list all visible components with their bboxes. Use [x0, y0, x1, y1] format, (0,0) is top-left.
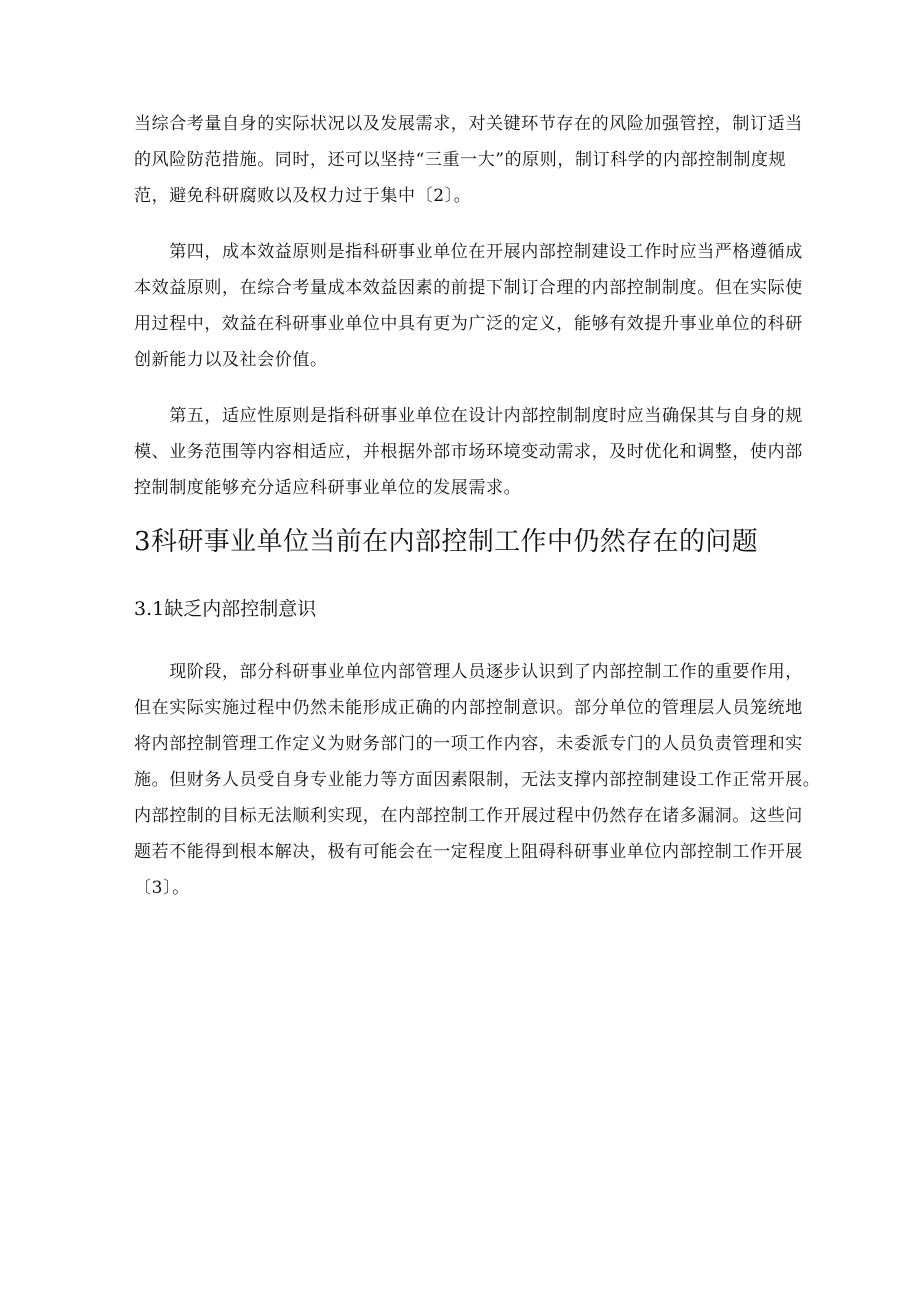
paragraph-adaptability — [134, 398, 803, 506]
paragraph-cost-benefit — [134, 234, 803, 378]
text-line: 题若不能得到根本解决，极有可能会在一定程度上阻碍科研事业单位内部控制工作开展 — [134, 842, 803, 862]
text-line: 本效益原则，在综合考量成本效益因素的前提下制订合理的内部控制制度。但在实际使 — [134, 278, 803, 298]
text-line: 将内部控制管理工作定义为财务部门的一项工作内容，未委派专门的人员负责管理和实 — [134, 734, 803, 754]
text-line: 模、业务范围等内容相适应，并根据外部市场环境变动需求，及时优化和调整，使内部 — [134, 442, 803, 462]
section-heading: 3科研事业单位当前在内部控制工作中仍然存在的问题 — [134, 527, 759, 557]
text-line: 第四，成本效益原则是指科研事业单位在开展内部控制建设工作时应当严格遵循成 — [134, 242, 803, 262]
paragraph-risk-control — [134, 106, 803, 214]
text-line: 现阶段，部分科研事业单位内部管理人员逐步认识到了内部控制工作的重要作用， — [134, 662, 803, 682]
text-line: 内部控制的目标无法顺利实现，在内部控制工作开展过程中仍然存在诸多漏洞。这些问 — [134, 806, 803, 826]
text-line: 用过程中，效益在科研事业单位中具有更为广泛的定义，能够有效提升事业单位的科研 — [134, 314, 803, 334]
subsection-heading: 3.1缺乏内部控制意识 — [134, 598, 317, 620]
text-line: 创新能力以及社会价值。 — [134, 350, 328, 370]
text-line: 控制制度能够充分适应科研事业单位的发展需求。 — [134, 478, 522, 498]
text-line: 范，避免科研腐败以及权力过于集中〔2〕。 — [134, 186, 472, 206]
text-line: 当综合考量自身的实际状况以及发展需求，对关键环节存在的风险加强管控，制订适当 — [134, 114, 803, 134]
text-line: 施。但财务人员受自身专业能力等方面因素限制，无法支撑内部控制建设工作正常开展。 — [134, 770, 821, 790]
text-line: 〔3〕。 — [134, 878, 190, 898]
text-line: 的风险防范措施。同时，还可以坚持“三重一大”的原则，制订科学的内部控制制度规 — [134, 150, 787, 170]
text-line: 但在实际实施过程中仍然未能形成正确的内部控制意识。部分单位的管理层人员笼统地 — [134, 698, 803, 718]
paragraph-awareness — [134, 654, 821, 906]
text-line: 第五，适应性原则是指科研事业单位在设计内部控制制度时应当确保其与自身的规 — [134, 406, 803, 426]
